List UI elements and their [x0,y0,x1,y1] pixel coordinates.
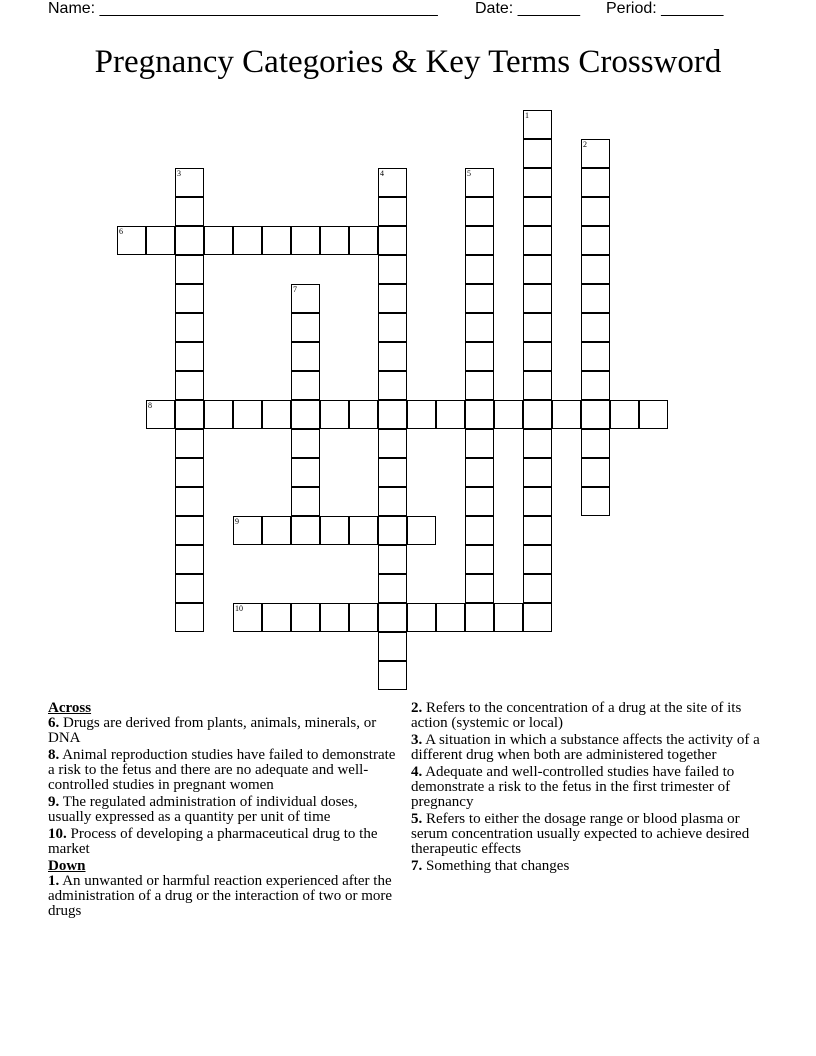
grid-cell[interactable] [523,458,552,487]
grid-cell[interactable] [175,603,204,632]
clue-across-8 [48,748,400,793]
clue-across-10 [48,827,400,857]
grid-cell[interactable] [175,574,204,603]
grid-cell[interactable] [175,429,204,458]
grid-cell[interactable] [465,168,494,197]
grid-cell[interactable] [320,603,349,632]
cell-number: 1 [525,111,529,120]
cell-number: 8 [148,401,152,410]
grid-cell[interactable] [320,226,349,255]
grid-cell[interactable] [378,255,407,284]
grid-cell[interactable] [581,342,610,371]
grid-cell[interactable] [523,226,552,255]
grid-cell[interactable] [291,226,320,255]
grid-cell[interactable] [378,342,407,371]
page-title: Pregnancy Categories & Key Terms Crossword [94,44,722,80]
grid-cell[interactable] [320,400,349,429]
grid-cell[interactable] [465,603,494,632]
grid-cell[interactable] [291,342,320,371]
grid-cell[interactable] [407,603,436,632]
cell-number: 5 [467,169,471,178]
grid-cell[interactable] [523,197,552,226]
clue-down-3 [411,733,763,763]
grid-cell[interactable] [465,371,494,400]
grid-cell[interactable] [465,487,494,516]
clues-right-column [411,701,763,876]
grid-cell[interactable] [175,313,204,342]
clue-number: 6. [48,715,60,731]
grid-cell[interactable] [465,197,494,226]
grid-cell[interactable] [581,284,610,313]
grid-cell[interactable] [175,226,204,255]
grid-cell[interactable] [465,400,494,429]
grid-cell[interactable] [378,574,407,603]
grid-cell[interactable] [378,168,407,197]
grid-cell[interactable] [523,487,552,516]
grid-cell[interactable] [291,458,320,487]
grid-cell[interactable] [262,516,291,545]
grid-cell[interactable] [378,545,407,574]
grid-cell[interactable] [349,516,378,545]
grid-cell[interactable] [581,371,610,400]
grid-cell[interactable] [378,284,407,313]
grid-cell[interactable] [465,429,494,458]
clues-left-column [48,701,400,921]
grid-cell[interactable] [581,255,610,284]
grid-cell[interactable] [378,313,407,342]
grid-cell[interactable] [378,632,407,661]
grid-cell[interactable] [378,487,407,516]
grid-cell[interactable] [523,168,552,197]
grid-cell[interactable] [175,458,204,487]
grid-cell[interactable] [523,400,552,429]
name-field[interactable]: Name: ______________________________________ [48,0,438,17]
grid-cell[interactable] [523,371,552,400]
grid-cell[interactable] [581,429,610,458]
cell-number: 4 [380,169,384,178]
grid-cell[interactable] [233,400,262,429]
grid-cell[interactable] [581,400,610,429]
grid-cell[interactable] [378,516,407,545]
grid-cell[interactable] [291,429,320,458]
clue-text: Drugs are derived from plants, animals, minerals, or DNA [48,715,377,746]
grid-cell[interactable] [407,400,436,429]
grid-cell[interactable] [291,603,320,632]
grid-cell[interactable] [262,603,291,632]
across-heading: Across [48,700,92,716]
grid-cell[interactable] [378,661,407,690]
down-heading: Down [48,858,86,874]
grid-cell[interactable] [378,371,407,400]
grid-cell[interactable] [175,342,204,371]
grid-cell[interactable] [465,255,494,284]
grid-cell[interactable] [233,603,262,632]
clue-text: Adequate and well-controlled studies have failed to demonstrate a risk to the fetus in the first trimester of pregnancy [411,764,735,810]
grid-cell[interactable] [175,516,204,545]
clue-text: Something that changes [426,858,570,874]
clue-number: 4. [411,764,423,780]
grid-cell[interactable] [175,255,204,284]
period-field[interactable]: Period: _______ [606,0,724,17]
grid-cell[interactable] [523,516,552,545]
grid-cell[interactable] [349,400,378,429]
grid-cell[interactable] [291,516,320,545]
grid-cell[interactable] [146,226,175,255]
clue-text: The regulated administration of individual doses, usually expressed as a quantity per unit of time [48,794,358,825]
grid-cell[interactable] [552,400,581,429]
grid-cell[interactable] [581,197,610,226]
clue-down-2 [411,701,763,731]
grid-cell[interactable] [494,400,523,429]
grid-cell[interactable] [581,226,610,255]
grid-cell[interactable] [581,487,610,516]
clue-down-7 [411,859,763,874]
clue-number: 9. [48,794,60,810]
grid-cell[interactable] [291,313,320,342]
grid-cell[interactable] [291,487,320,516]
grid-cell[interactable] [523,284,552,313]
grid-cell[interactable] [465,226,494,255]
grid-cell[interactable] [523,603,552,632]
clue-down-1 [48,874,400,919]
grid-cell[interactable] [175,284,204,313]
grid-cell[interactable] [436,603,465,632]
cell-number: 3 [177,169,181,178]
grid-cell[interactable] [233,516,262,545]
grid-cell[interactable] [494,603,523,632]
grid-cell[interactable] [233,226,262,255]
clue-down-4 [411,765,763,810]
grid-cell[interactable] [523,342,552,371]
grid-cell[interactable] [204,226,233,255]
grid-cell[interactable] [291,284,320,313]
grid-cell[interactable] [262,400,291,429]
grid-cell[interactable] [320,516,349,545]
grid-cell[interactable] [262,226,291,255]
clue-number: 10. [48,826,67,842]
grid-cell[interactable] [465,342,494,371]
grid-cell[interactable] [581,458,610,487]
grid-cell[interactable] [175,545,204,574]
grid-cell[interactable] [175,197,204,226]
grid-cell[interactable] [465,545,494,574]
grid-cell[interactable] [523,110,552,139]
grid-cell[interactable] [378,400,407,429]
grid-cell[interactable] [378,226,407,255]
grid-cell[interactable] [378,429,407,458]
grid-cell[interactable] [465,313,494,342]
grid-cell[interactable] [581,313,610,342]
grid-cell[interactable] [610,400,639,429]
grid-cell[interactable] [349,603,378,632]
clue-across-6 [48,716,400,746]
grid-cell[interactable] [407,516,436,545]
grid-cell[interactable] [146,400,175,429]
cell-number: 2 [583,140,587,149]
grid-cell[interactable] [378,603,407,632]
grid-cell[interactable] [523,574,552,603]
grid-cell[interactable] [523,139,552,168]
grid-cell[interactable] [465,516,494,545]
grid-cell[interactable] [639,400,668,429]
grid-cell[interactable] [378,458,407,487]
grid-cell[interactable] [291,400,320,429]
grid-cell[interactable] [523,255,552,284]
clue-text: Refers to either the dosage range or blood plasma or serum concentration usually expected to achieve desired therapeutic effects [411,811,750,857]
grid-cell[interactable] [175,168,204,197]
clue-number: 3. [411,732,423,748]
cell-number: 10 [235,604,243,613]
grid-cell[interactable] [581,139,610,168]
grid-cell[interactable] [436,400,465,429]
clue-number: 8. [48,747,60,763]
clue-text: A situation in which a substance affects the activity of a different drug when both are administered together [411,732,760,763]
clue-text: Process of developing a pharmaceutical drug to the market [48,826,378,857]
grid-cell[interactable] [465,458,494,487]
clue-text: An unwanted or harmful reaction experienced after the administration of a drug or the interaction of two or more drugs [48,873,393,919]
clue-number: 2. [411,700,423,716]
clue-text: Refers to the concentration of a drug at the site of its action (systemic or local) [411,700,742,731]
grid-cell[interactable] [523,545,552,574]
grid-cell[interactable] [349,226,378,255]
grid-cell[interactable] [291,371,320,400]
grid-cell[interactable] [175,371,204,400]
cell-number: 9 [235,517,239,526]
cell-number: 6 [119,227,123,236]
grid-cell[interactable] [175,487,204,516]
grid-cell[interactable] [581,168,610,197]
clue-across-9 [48,795,400,825]
clue-down-5 [411,812,763,857]
student-info-header [0,0,816,22]
clue-text: Animal reproduction studies have failed to demonstrate a risk to the fetus and there are no adequate and well-controlled studies in pregnant women [48,747,396,793]
grid-cell[interactable] [117,226,146,255]
grid-cell[interactable] [175,400,204,429]
grid-cell[interactable] [204,400,233,429]
cell-number: 7 [293,285,297,294]
clue-number: 7. [411,858,423,874]
grid-cell[interactable] [523,313,552,342]
clue-number: 1. [48,873,60,889]
grid-cell[interactable] [465,284,494,313]
date-field[interactable]: Date: _______ [475,0,580,17]
clue-number: 5. [411,811,423,827]
grid-cell[interactable] [378,197,407,226]
grid-cell[interactable] [465,574,494,603]
grid-cell[interactable] [523,429,552,458]
